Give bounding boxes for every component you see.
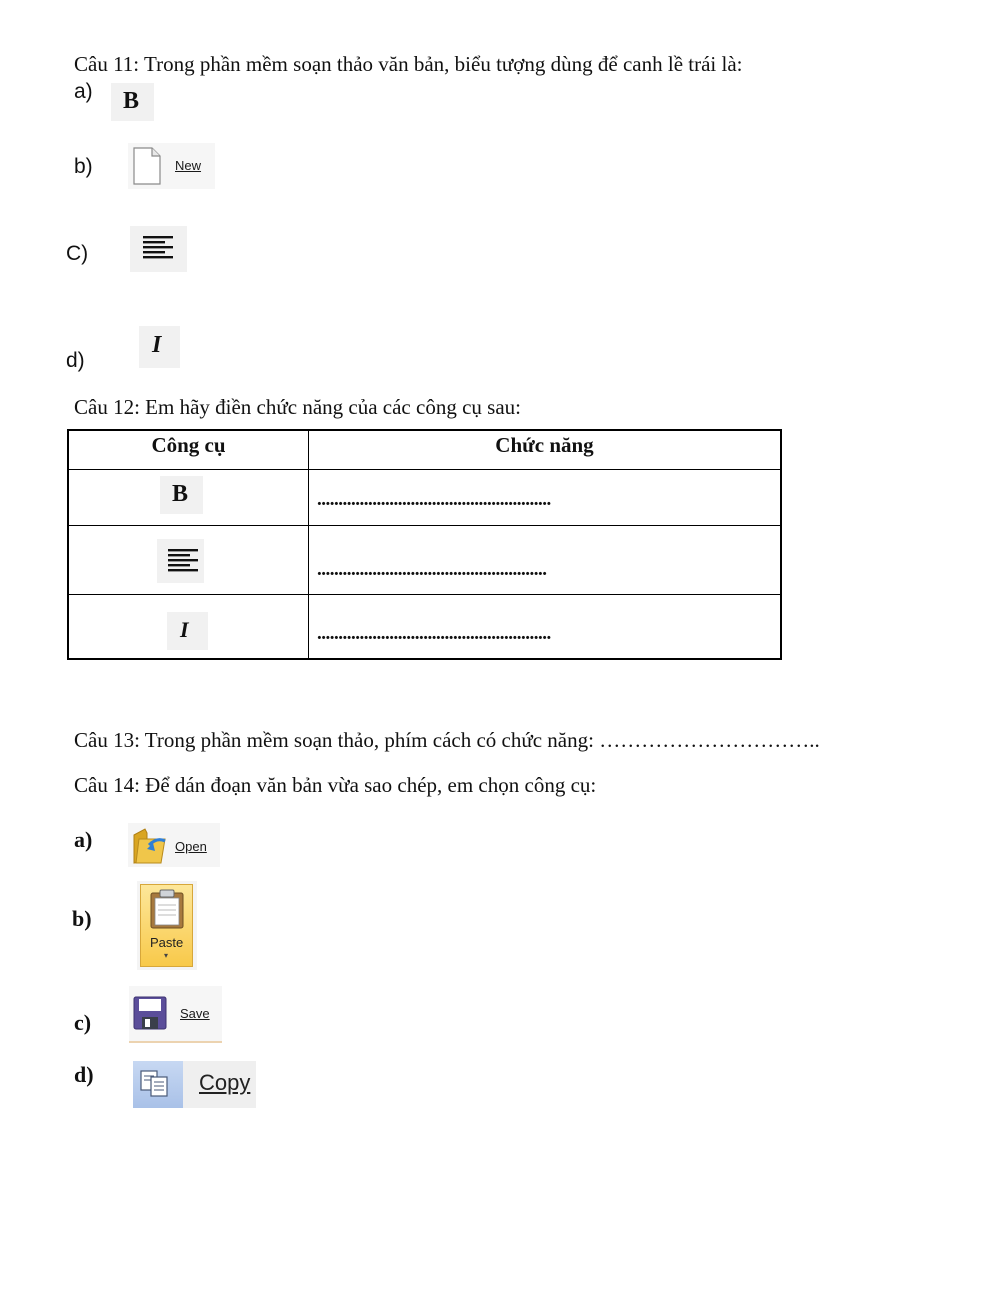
question-12-text: Câu 12: Em hãy điền chức năng của các công cụ sau: xyxy=(74,395,521,419)
align-left-icon xyxy=(143,236,175,262)
bold-icon[interactable]: B xyxy=(111,83,154,121)
table-row-1-blank[interactable]: ....................................................... xyxy=(317,489,551,510)
q11-option-b-label: b) xyxy=(74,155,93,178)
save-floppy-icon xyxy=(133,996,167,1030)
table-row-2-blank[interactable]: ...................................................... xyxy=(317,559,547,580)
copy-button[interactable]: Copy xyxy=(133,1061,256,1108)
question-11-text: Câu 11: Trong phần mềm soạn thảo văn bản, biểu tượng dùng để canh lề trái là: xyxy=(74,52,743,76)
table-header-tool: Công cụ xyxy=(151,433,226,457)
align-left-icon xyxy=(168,549,200,575)
save-button[interactable]: Save xyxy=(129,986,222,1043)
table-header-function: Chức năng xyxy=(495,433,594,457)
bold-icon: B xyxy=(160,476,203,514)
open-button[interactable]: Open xyxy=(128,823,220,867)
italic-icon: I xyxy=(167,612,208,650)
q14-option-a-label: a) xyxy=(74,827,93,852)
new-document-button[interactable]: New xyxy=(128,143,215,189)
q11-option-a-label: a) xyxy=(74,80,93,103)
align-left-icon-cell xyxy=(157,539,204,583)
q11-option-c-label: C) xyxy=(66,242,89,265)
new-document-icon xyxy=(132,147,162,185)
paste-button[interactable]: Paste ▾ xyxy=(140,884,193,967)
question-13-text: Câu 13: Trong phần mềm soạn thảo, phím cách có chức năng: ………………………….. xyxy=(74,728,820,752)
tools-function-table xyxy=(67,429,782,660)
chevron-down-icon: ▾ xyxy=(164,951,169,960)
question-14-text: Câu 14: Để dán đoạn văn bản vừa sao chép, em chọn công cụ: xyxy=(74,773,597,797)
align-left-button[interactable] xyxy=(130,226,187,272)
q14-option-c-label: c) xyxy=(74,1010,92,1035)
copy-icon xyxy=(139,1069,173,1099)
q14-option-b-label: b) xyxy=(72,906,92,931)
table-row-3-blank[interactable]: ....................................................... xyxy=(317,623,551,644)
paste-clipboard-icon xyxy=(149,889,185,929)
italic-icon[interactable]: I xyxy=(139,326,180,368)
q11-option-d-label: d) xyxy=(66,349,85,372)
open-folder-icon xyxy=(131,825,169,865)
q14-option-d-label: d) xyxy=(74,1062,94,1087)
paste-button-frame xyxy=(137,881,197,970)
